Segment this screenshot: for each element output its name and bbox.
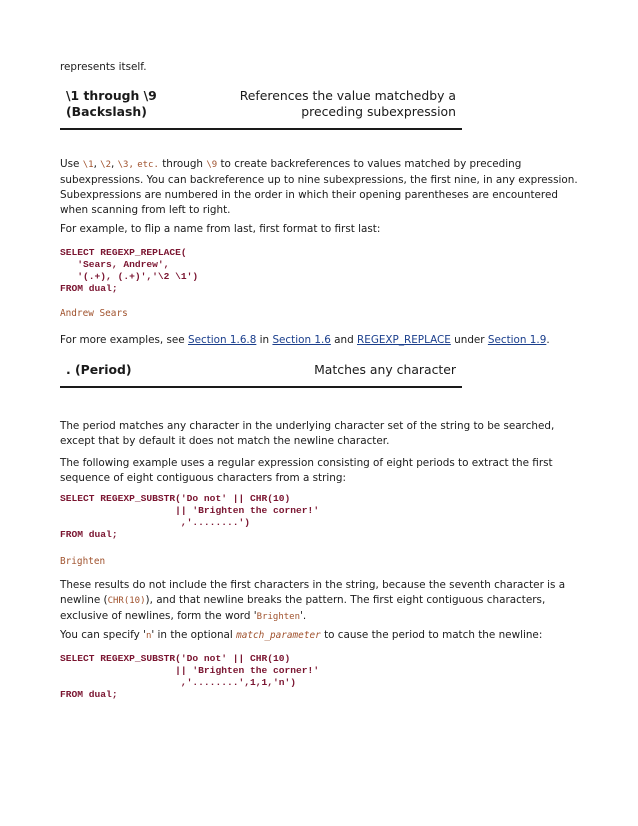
backreference-paragraph: Use \1, \2, \3, etc. through \9 to create backreferences to values matched by preceding subexpressions. You can backreference up to nine subexpressions, the first nine, in any expression. Subexpressions are numbered in the order in which their opening parentheses are encountered when scanning from left to right. bbox=[60, 158, 578, 216]
section-backslash-title-1: \1 through \9 bbox=[66, 88, 157, 103]
section-backslash-desc-2: preceding subexpression bbox=[301, 104, 456, 119]
section-backslash-desc-1: References the value matchedby a bbox=[239, 88, 456, 103]
flip-name-paragraph: For example, to flip a name from last, first format to first last: bbox=[60, 223, 381, 235]
code-block-substr-1: SELECT REGEXP_SUBSTR('Do not' || CHR(10) || 'Brighten the corner!' ,'........') FROM dual; bbox=[60, 493, 320, 540]
period-description-paragraph: The period matches any character in the underlying character set of the string to be searched, except that by default it does not match the newline character. bbox=[60, 420, 555, 447]
link-section-1-9[interactable]: Section 1.9 bbox=[487, 334, 547, 346]
eight-periods-paragraph: The following example uses a regular expression consisting of eight periods to extract the first sequence of eight contiguous characters from a string: bbox=[60, 457, 553, 484]
more-examples-paragraph: For more examples, see Section 1.6.8 in Section 1.6 and REGEXP_REPLACE under Section 1.9. bbox=[60, 334, 550, 346]
link-regexp-replace[interactable]: REGEXP_REPLACE bbox=[357, 334, 451, 346]
section-period-title: . (Period) bbox=[66, 362, 132, 377]
link-section-1-6-8[interactable]: Section 1.6.8 bbox=[188, 334, 257, 346]
link-section-1-6[interactable]: Section 1.6 bbox=[272, 334, 331, 346]
code-block-substr-2: SELECT REGEXP_SUBSTR('Do not' || CHR(10) || 'Brighten the corner!' ,'........',1,1,'n') FROM dual; bbox=[60, 653, 320, 700]
section-period-rule bbox=[60, 386, 462, 388]
section-backslash-title-2: (Backslash) bbox=[66, 104, 147, 119]
output-brighten: Brighten bbox=[60, 556, 106, 567]
code-block-replace: SELECT REGEXP_REPLACE( 'Sears, Andrew', '(.+), (.+)','\2 \1') FROM dual; bbox=[60, 247, 199, 294]
results-explanation-paragraph: These results do not include the first characters in the string, because the seventh character is a newline (CHR(10)), and that newline breaks the pattern. The first eight contiguous characters, exclusive of newlines, form the word 'Brighten'. bbox=[60, 579, 566, 622]
match-parameter-paragraph: You can specify 'n' in the optional match_parameter to cause the period to match the newline: bbox=[60, 629, 543, 641]
output-andrew-sears: Andrew Sears bbox=[60, 308, 128, 319]
section-period-desc: Matches any character bbox=[314, 362, 456, 377]
section-backslash-rule bbox=[60, 128, 462, 130]
intro-text: represents itself. bbox=[60, 61, 147, 73]
